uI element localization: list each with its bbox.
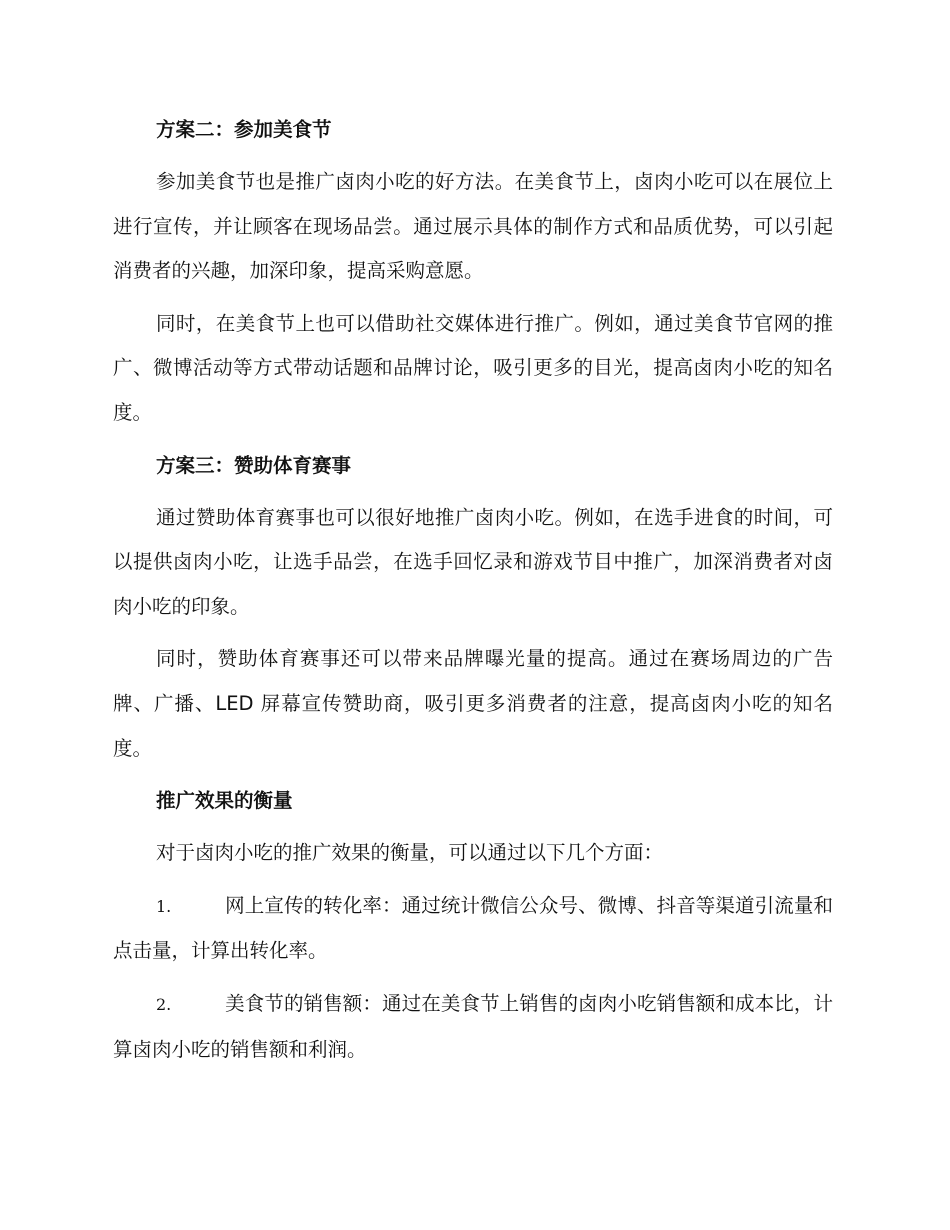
- list-number: 1.: [156, 896, 172, 916]
- paragraph: 同时，赞助体育赛事还可以带来品牌曝光量的提高。通过在赛场周边的广告牌、广播、LED 屏幕宣传赞助商，吸引更多消费者的注意，提高卤肉小吃的知名度。: [113, 647, 833, 760]
- list-item-text: 美食节的销售额：通过在美食节上销售的卤肉小吃销售额和成本比，计算卤肉小吃的销售额和利润。: [113, 991, 833, 1061]
- list-item-text: 网上宣传的转化率：通过统计微信公众号、微博、抖音等渠道引流量和点击量，计算出转化率。: [113, 893, 833, 963]
- section-heading-measurement: 推广效果的衡量: [156, 789, 293, 813]
- section-heading-plan-two: 方案二：参加美食节: [156, 118, 332, 141]
- list-item: [113, 884, 833, 974]
- document-page: [113, 108, 833, 1080]
- list-number: 2.: [156, 994, 172, 1014]
- paragraph: 通过赞助体育赛事也可以很好地推广卤肉小吃。例如，在选手进食的时间，可以提供卤肉小吃，让选手品尝，在选手回忆录和游戏节目中推广，加深消费者对卤肉小吃的印象。: [113, 505, 833, 618]
- paragraph: 对于卤肉小吃的推广效果的衡量，可以通过以下几个方面：: [156, 841, 664, 865]
- list-item: [113, 982, 833, 1072]
- paragraph: 参加美食节也是推广卤肉小吃的好方法。在美食节上，卤肉小吃可以在展位上进行宣传，并让顾客在现场品尝。通过展示具体的制作方式和品质优势，可以引起消费者的兴趣，加深印象，提高采购意愿。: [113, 170, 833, 283]
- section-heading-plan-three: 方案三：赞助体育赛事: [156, 453, 352, 477]
- paragraph: 同时，在美食节上也可以借助社交媒体进行推广。例如，通过美食节官网的推广、微博活动等方式带动话题和品牌讨论，吸引更多的目光，提高卤肉小吃的知名度。: [113, 311, 833, 424]
